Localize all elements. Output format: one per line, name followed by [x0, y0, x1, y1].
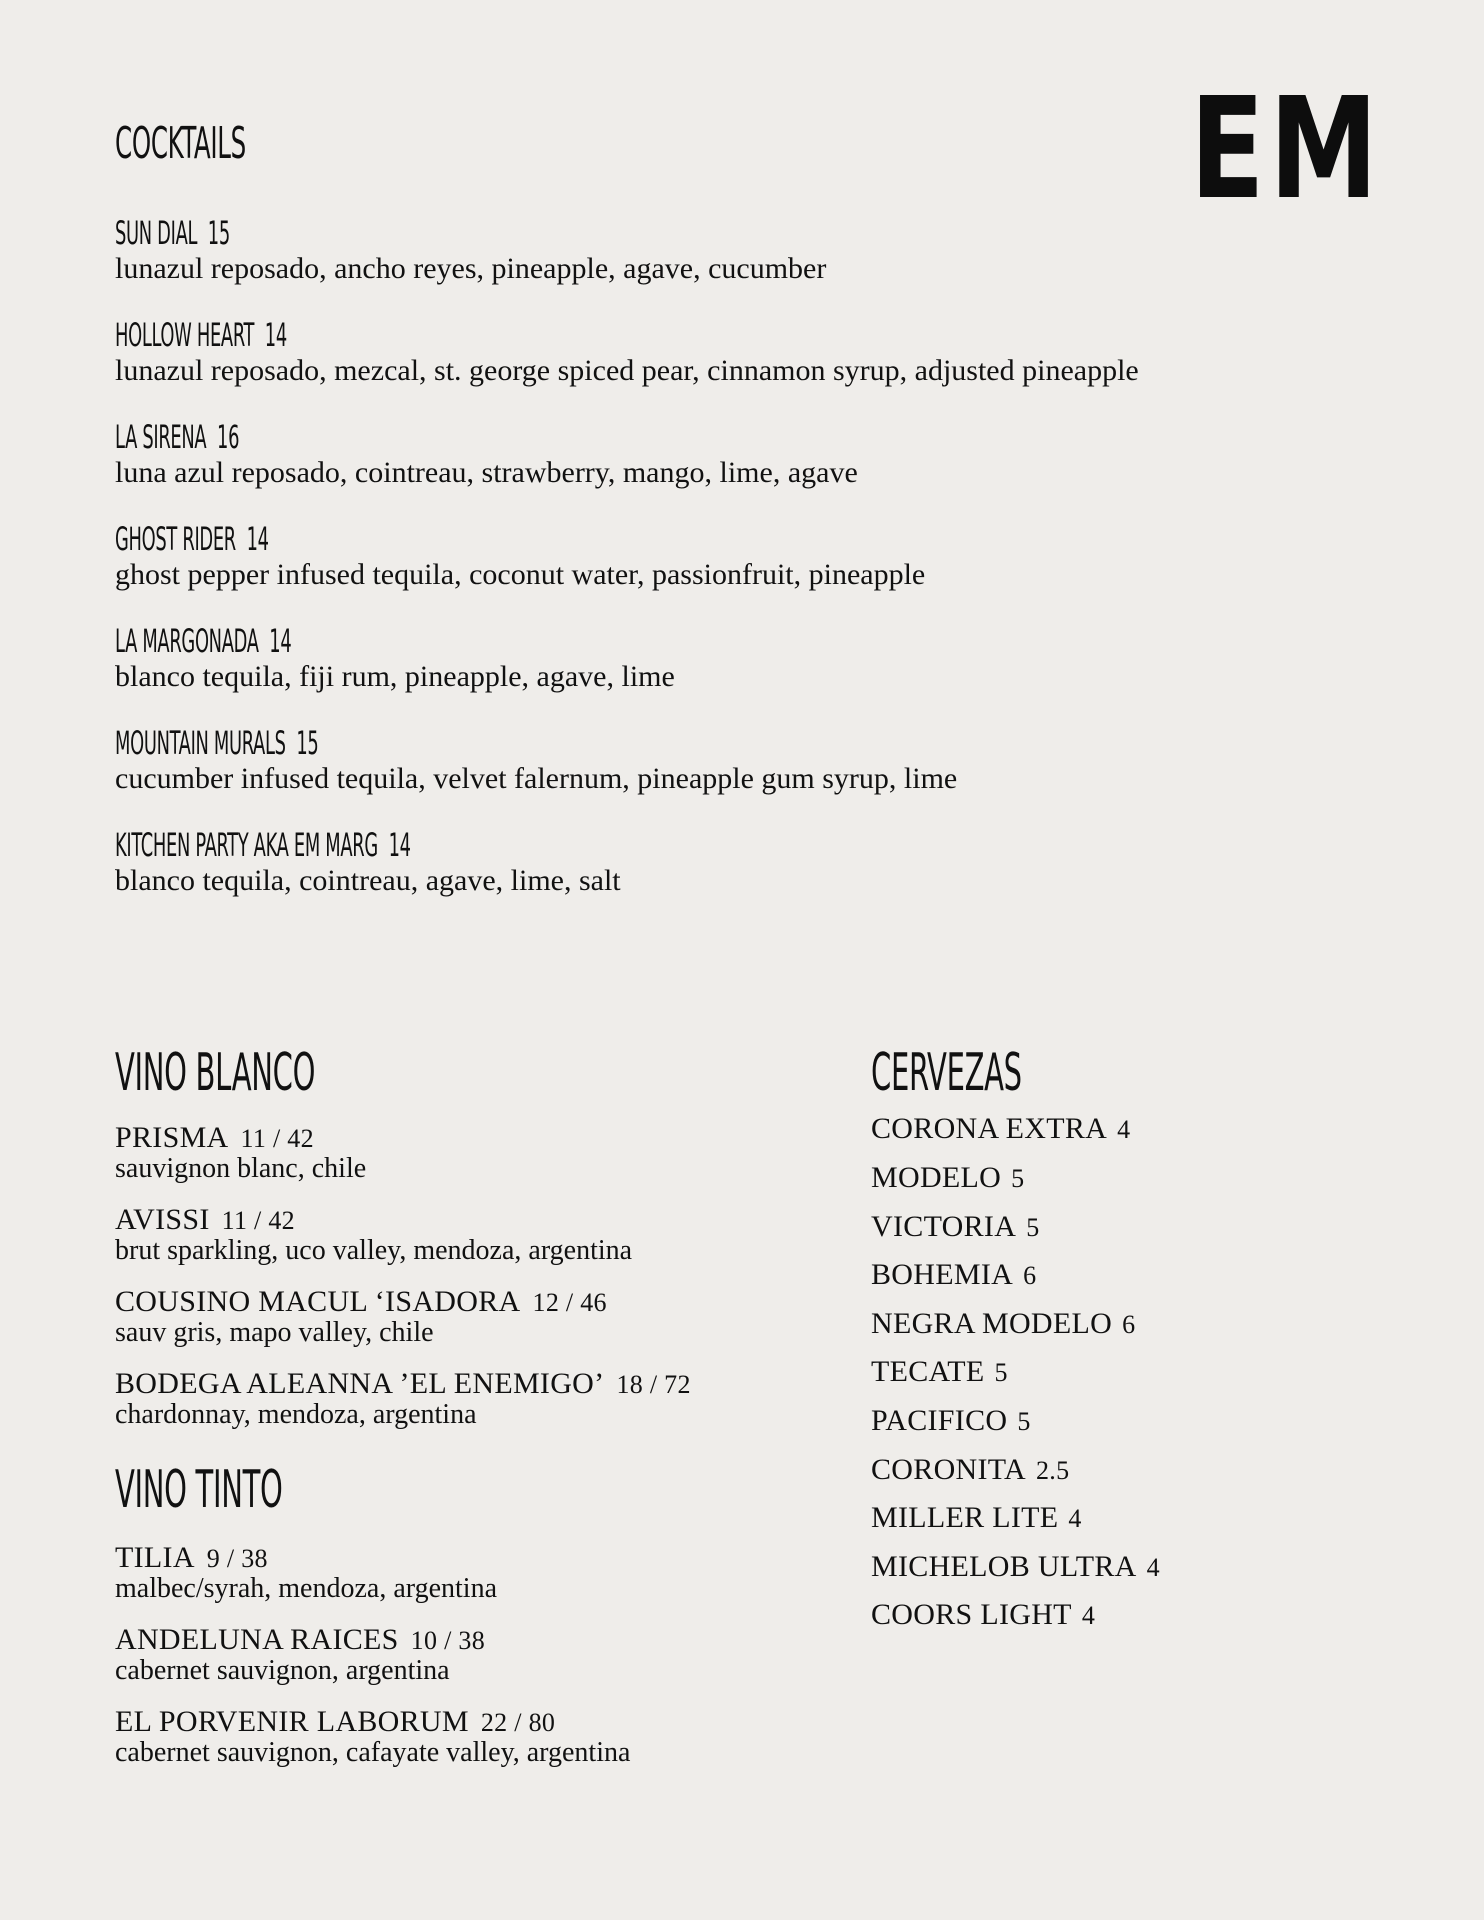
wine-name: PRISMA 11 / 42	[115, 1121, 314, 1154]
cocktail-item	[115, 724, 957, 796]
cocktail-item	[115, 520, 925, 592]
beer-item: VICTORIA 5	[871, 1210, 1040, 1243]
cervezas-heading: CERVEZAS	[871, 1043, 1022, 1103]
vino-blanco-heading: VINO BLANCO	[115, 1043, 316, 1103]
cocktail-name: KITCHEN PARTY AKA EM MARG 14	[115, 826, 411, 864]
cocktail-item	[115, 826, 621, 898]
beer-item: CORONA EXTRA 4	[871, 1112, 1131, 1145]
cocktail-description: lunazul reposado, ancho reyes, pineapple, agave, cucumber	[115, 252, 827, 285]
wine-description: cabernet sauvignon, argentina	[115, 1655, 450, 1686]
cocktail-description: blanco tequila, fiji rum, pineapple, agave, lime	[115, 660, 675, 693]
cocktail-name: GHOST RIDER 14	[115, 520, 269, 558]
cocktail-name: HOLLOW HEART 14	[115, 316, 287, 354]
wine-item	[115, 1122, 366, 1183]
cocktail-name: LA SIRENA 16	[115, 418, 240, 456]
wine-name: BODEGA ALEANNA ’EL ENEMIGO’ 18 / 72	[115, 1367, 691, 1400]
wine-name: AVISSI 11 / 42	[115, 1203, 295, 1236]
beer-item: PACIFICO 5	[871, 1404, 1031, 1437]
cocktail-name: MOUNTAIN MURALS 15	[115, 724, 319, 762]
wine-name: EL PORVENIR LABORUM 22 / 80	[115, 1705, 556, 1738]
wine-description: sauvignon blanc, chile	[115, 1153, 367, 1184]
beer-item: TECATE 5	[871, 1355, 1008, 1388]
beer-item: BOHEMIA 6	[871, 1258, 1037, 1291]
cocktail-description: blanco tequila, cointreau, agave, lime, salt	[115, 864, 621, 897]
cocktail-item	[115, 214, 826, 286]
cocktails-heading: COCKTAILS	[115, 118, 246, 169]
beer-item: MODELO 5	[871, 1161, 1025, 1194]
cocktail-description: lunazul reposado, mezcal, st. george spiced pear, cinnamon syrup, adjusted pineapple	[115, 354, 1139, 387]
wine-item	[115, 1204, 632, 1265]
wine-description: brut sparkling, uco valley, mendoza, argentina	[115, 1235, 633, 1266]
beer-item: NEGRA MODELO 6	[871, 1307, 1136, 1340]
cocktail-name: LA MARGONADA 14	[115, 622, 292, 660]
wine-item	[115, 1624, 485, 1685]
beer-item: CORONITA 2.5	[871, 1453, 1070, 1486]
wine-description: chardonnay, mendoza, argentina	[115, 1399, 477, 1430]
wine-item	[115, 1368, 691, 1429]
cocktail-description: luna azul reposado, cointreau, strawberry, mango, lime, agave	[115, 456, 858, 489]
cocktail-description: ghost pepper infused tequila, coconut water, passionfruit, pineapple	[115, 558, 926, 591]
wine-name: COUSINO MACUL ‘ISADORA 12 / 46	[115, 1285, 607, 1318]
beer-item: COORS LIGHT 4	[871, 1598, 1096, 1631]
em-logo: EM	[1190, 68, 1383, 231]
wine-item	[115, 1706, 630, 1767]
wine-item	[115, 1542, 497, 1603]
wine-name: ANDELUNA RAICES 10 / 38	[115, 1623, 485, 1656]
cocktail-item	[115, 418, 858, 490]
beer-item: MILLER LITE 4	[871, 1501, 1082, 1534]
cocktail-description: cucumber infused tequila, velvet falernum, pineapple gum syrup, lime	[115, 762, 958, 795]
wine-item	[115, 1286, 607, 1347]
wine-description: sauv gris, mapo valley, chile	[115, 1317, 434, 1348]
cocktail-item	[115, 316, 1139, 388]
wine-name: TILIA 9 / 38	[115, 1541, 268, 1574]
wine-description: malbec/syrah, mendoza, argentina	[115, 1573, 497, 1604]
beer-item: MICHELOB ULTRA 4	[871, 1550, 1160, 1583]
cocktail-item	[115, 622, 675, 694]
vino-tinto-heading: VINO TINTO	[115, 1460, 283, 1520]
cocktail-name: SUN DIAL 15	[115, 214, 230, 252]
wine-description: cabernet sauvignon, cafayate valley, argentina	[115, 1737, 631, 1768]
